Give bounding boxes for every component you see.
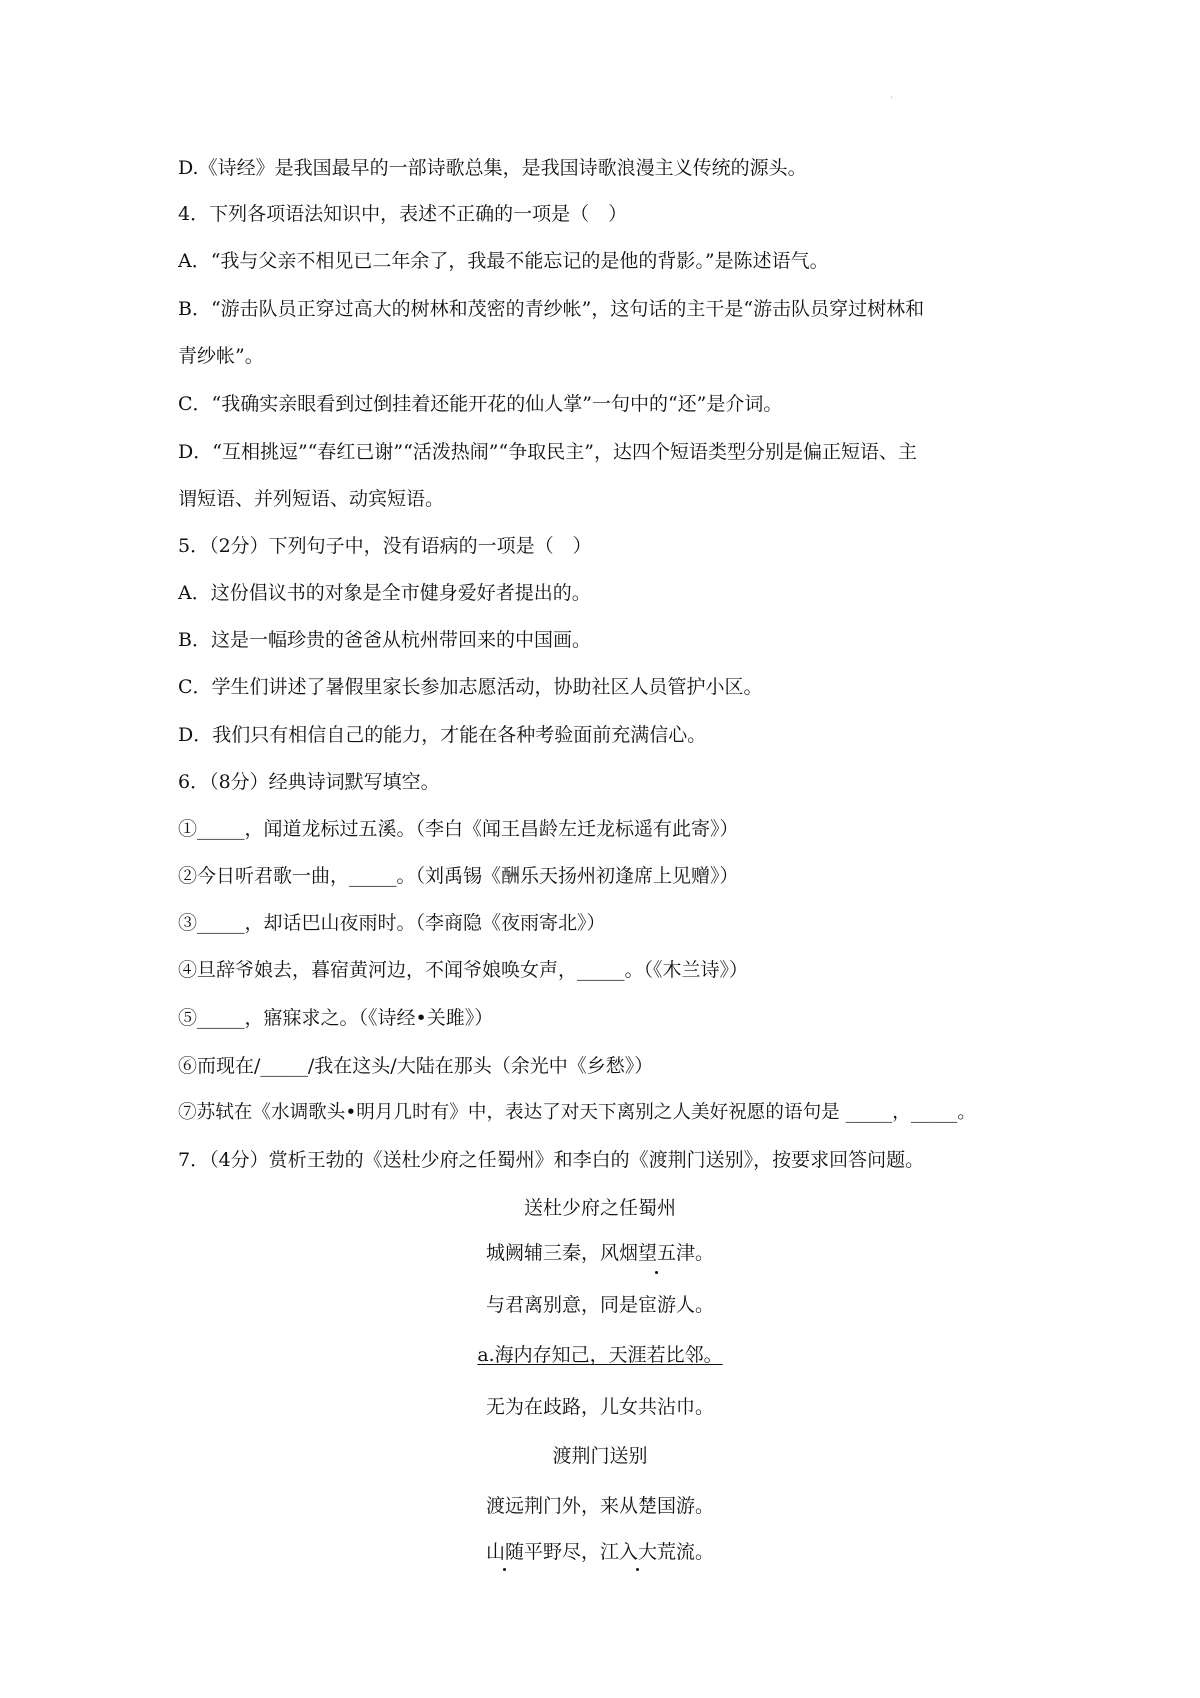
option-d-q3: D.《诗经》是我国最早的一部诗歌总集，是我国诗歌浪漫主义传统的源头。 [178,157,807,179]
q6-item-4: ④旦辞爷娘去，暮宿黄河边，不闻爷娘唤女声，_____。（《木兰诗》） [178,959,749,981]
q6-item-7: ⑦苏轼在《水调歌头•明月几时有》中，表达了对天下离别之人美好祝愿的语句是 _____，_____。 [178,1102,976,1123]
poem-1-line-3: a.海内存知己，天涯若比邻。 [477,1344,723,1366]
q5-option-c: C．学生们讲述了暑假里家长参加志愿活动，协助社区人员管护小区。 [178,676,763,698]
emphasis-dot [503,1568,506,1571]
emphasis-dot [636,1568,639,1571]
q4-option-b-cont: 青纱帐”。 [178,345,264,367]
q4-option-d: D．“互相挑逗”“春红已谢”“活泼热闹”“争取民主”，达四个短语类型分别是偏正短语、主 [178,441,917,463]
poem-2-line-2: 山随平野尽，江入大荒流。 [485,1541,714,1563]
q5-option-b: B．这是一幅珍贵的爸爸从杭州带回来的中国画。 [178,629,591,651]
q6-item-6: ⑥而现在/_____/我在这头/大陆在那头（余光中《乡愁》） [178,1055,654,1077]
q6-item-3: ③_____，却话巴山夜雨时。（李商隐《夜雨寄北》） [178,912,606,934]
poem-2-line-1: 渡远荆门外，来从楚国游。 [485,1495,714,1517]
q6-item-5: ⑤_____，寤寐求之。（《诗经•关雎》） [178,1007,494,1029]
q5-option-a: A．这份倡议书的对象是全市健身爱好者提出的。 [178,582,591,604]
q6-item-2: ②今日听君歌一曲，_____。（刘禹锡《酬乐天扬州初逢席上见赠》） [178,865,739,887]
q6-item-1: ①_____，闻道龙标过五溪。（李白《闻王昌龄左迁龙标遥有此寄》） [178,818,739,840]
emphasis-dot [655,1271,658,1274]
poem-2-title: 渡荆门送别 [552,1445,648,1467]
question-5: 5．（2分）下列句子中，没有语病的一项是（ ） [178,535,592,557]
poem-1-line-3-wrap [400,1342,800,1368]
poem-1-line-2: 与君离别意，同是宦游人。 [485,1294,714,1316]
poem-1-line-4: 无为在歧路，儿女共沾巾。 [485,1396,714,1418]
q4-option-b: B．“游击队员正穿过高大的树林和茂密的青纱帐”，这句话的主干是“游击队员穿过树林和 [178,298,925,320]
poem-1-line-1: 城阙辅三秦，风烟望五津。 [485,1242,714,1264]
corner-mark: ` [890,96,894,105]
q5-option-d: D．我们只有相信自己的能力，才能在各种考验面前充满信心。 [178,724,707,746]
question-6: 6．（8分）经典诗词默写填空。 [178,771,440,793]
question-4: 4．下列各项语法知识中，表述不正确的一项是（ ） [178,203,628,225]
question-7: 7．（4分）赏析王勃的《送杜少府之任蜀州》和李白的《渡荆门送别》，按要求回答问题。 [178,1149,925,1171]
q4-option-d-cont: 谓短语、并列短语、动宾短语。 [178,488,445,510]
poem-1-title: 送杜少府之任蜀州 [523,1197,676,1219]
q4-option-a: A．“我与父亲不相见已二年余了，我最不能忘记的是他的背影。”是陈述语气。 [178,250,829,272]
q4-option-c: C．“我确实亲眼看到过倒挂着还能开花的仙人掌”一句中的“还”是介词。 [178,393,783,415]
